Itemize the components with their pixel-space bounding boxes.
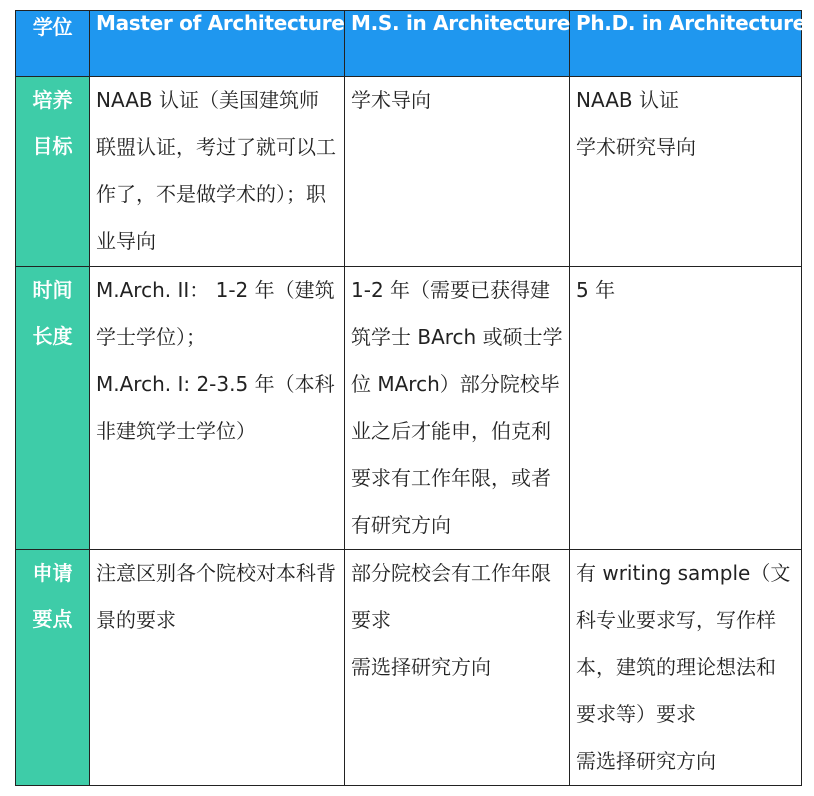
cell-text: 部分院校会有工作年限要求 xyxy=(351,561,551,632)
row-label-line: 长度 xyxy=(32,324,73,348)
cell-text: 学术导向 xyxy=(351,88,431,112)
row-label-line: 目标 xyxy=(32,134,73,158)
cell-text: NAAB 认证 xyxy=(576,88,679,112)
cell-phd-application xyxy=(570,550,802,786)
row-label-line: 时间 xyxy=(32,278,73,302)
cell-march-goal xyxy=(90,77,345,267)
cell-text: M.Arch. I: 2-3.5 年（本科非建筑学士学位） xyxy=(96,372,335,443)
cell-ms-goal xyxy=(345,77,570,267)
row-label-duration xyxy=(16,267,90,550)
row-label-line: 申请 xyxy=(32,561,73,585)
cell-ms-application xyxy=(345,550,570,786)
header-march: Master of Architecture xyxy=(90,11,345,77)
cell-text: 需选择研究方向 xyxy=(351,655,491,679)
cell-text: 有 writing sample（文科专业要求写，写作样本，建筑的理论想法和要求等）要求 xyxy=(576,561,791,726)
row-label-goal xyxy=(16,77,90,267)
cell-text: NAAB 认证（美国建筑师联盟认证，考过了就可以工作了，不是做学术的）；职业导向 xyxy=(96,88,336,253)
cell-text: 学术研究导向 xyxy=(576,135,696,159)
header-phd: Ph.D. in Architecture xyxy=(570,11,802,77)
header-row xyxy=(16,11,802,77)
cell-text: M.Arch. II： 1-2 年（建筑学士学位）； xyxy=(96,278,335,349)
table-row-duration xyxy=(16,267,802,550)
cell-phd-duration xyxy=(570,267,802,550)
cell-text: 注意区别各个院校对本科背景的要求 xyxy=(96,561,336,632)
cell-phd-goal xyxy=(570,77,802,267)
cell-ms-duration xyxy=(345,267,570,550)
row-label-line: 培养 xyxy=(32,88,73,112)
cell-text: 需选择研究方向 xyxy=(576,749,716,773)
degree-comparison-table xyxy=(15,10,806,786)
cell-march-duration xyxy=(90,267,345,550)
header-degree: 学位 xyxy=(16,11,90,77)
row-label-application xyxy=(16,550,90,786)
cell-text: 1-2 年（需要已获得建筑学士 BArch 或硕士学位 MArch）部分院校毕业之后才能申，伯克利要求有工作年限，或者有研究方向 xyxy=(351,278,563,537)
table-row-application xyxy=(16,550,802,786)
cell-march-application xyxy=(90,550,345,786)
table-row-goal xyxy=(16,77,802,267)
header-ms: M.S. in Architecture xyxy=(345,11,570,77)
row-label-line: 要点 xyxy=(32,607,73,631)
cell-text: 5 年 xyxy=(576,278,616,302)
